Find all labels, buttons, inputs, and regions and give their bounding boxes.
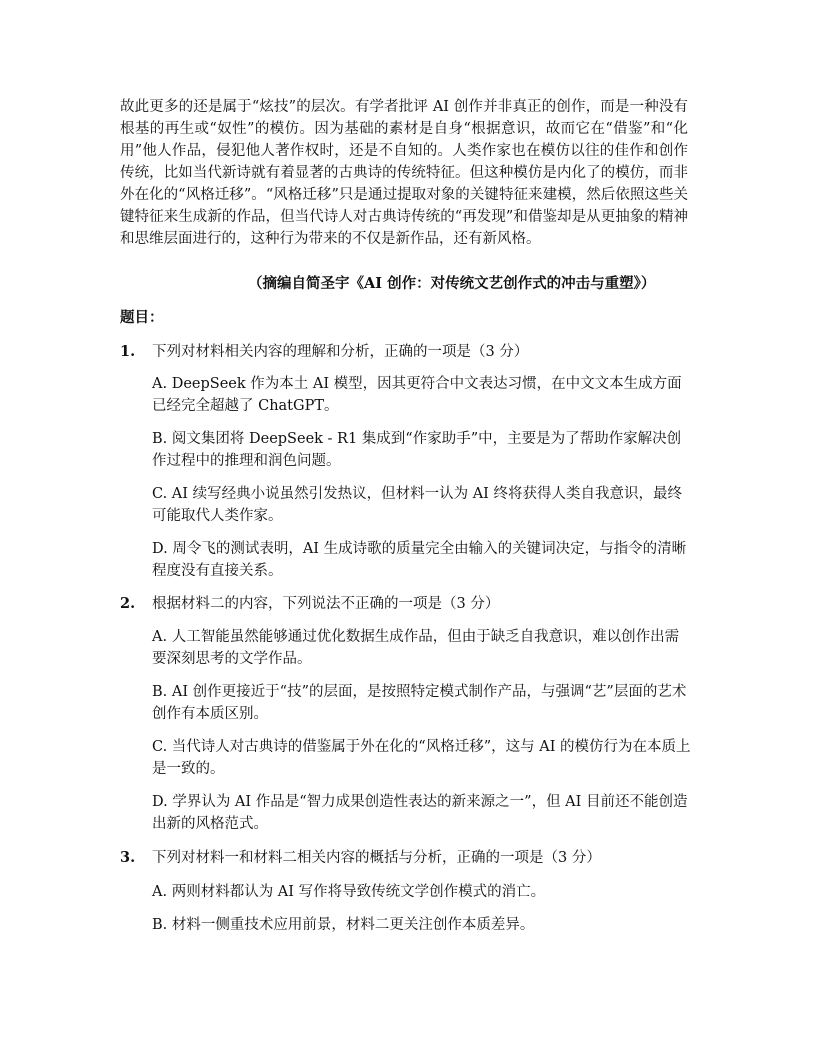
option-b: B. 阅文集团将 DeepSeek - R1 集成到“作家助手”中，主要是为了帮助作家解决创作过程中的推理和润色问题。 — [152, 431, 682, 469]
option-b: B. AI 创作更接近于“技”的层面，是按照特定模式制作产品，与强调“艺”层面的艺术创作有本质区别。 — [152, 684, 687, 722]
question-number: 2. — [120, 595, 136, 612]
option-a: A. 人工智能虽然能够通过优化数据生成作品，但由于缺乏自我意识，难以创作出需要深刻思考的文学作品。 — [152, 629, 680, 667]
question-stem: 下列对材料相关内容的理解和分析，正确的一项是（3 分） — [152, 344, 529, 360]
citation: （摘编自简圣宇《AI 创作：对传统文艺创作式的冲击与重塑》） — [248, 275, 656, 292]
option-b: B. 材料一侧重技术应用前景，材料二更关注创作本质差异。 — [152, 917, 535, 933]
question-stem: 根据材料二的内容，下列说法不正确的一项是（3 分） — [152, 596, 500, 612]
question-number: 1. — [120, 343, 136, 360]
option-a: A. DeepSeek 作为本土 AI 模型，因其更符合中文表达习惯，在中文文本生成方面已经完全超越了 ChatGPT。 — [152, 376, 682, 414]
question-number: 3. — [120, 849, 136, 866]
option-d: D. 学界认为 AI 作品是“智力成果创造性表达的新来源之一”，但 AI 目前还不能创造出新的风格范式。 — [152, 794, 688, 832]
questions-heading: 题目： — [120, 309, 164, 326]
option-a: A. 两则材料都认为 AI 写作将导致传统文学创作模式的消亡。 — [152, 884, 546, 900]
option-d: D. 周令飞的测试表明，AI 生成诗歌的质量完全由输入的关键词决定，与指令的清晰程度没有直接关系。 — [152, 541, 687, 579]
option-c: C. 当代诗人对古典诗的借鉴属于外在化的“风格迁移”，这与 AI 的模仿行为在本质上是一致的。 — [152, 739, 691, 777]
passage-text: 故此更多的还是属于“炫技”的层次。有学者批评 AI 创作并非真正的创作，而是一种没有根基的再生或“奴性”的模仿。因为基础的素材是自身“根据意识，故而它在“借鉴”和“化用”他人作品，侵犯他人著作权时，还是不自知的。人类作家也在模仿以往的佳作和创作传统，比如当代新诗就有着显著的古典诗的传统特征。但这种模仿是内化了的模仿，而非外在化的“风格迁移”。“风格迁移”只是通过提取对象的关键特征来建模，然后依照这些关键特征来生成新的作品，但当代诗人对古典诗传统的“再发现”和借鉴却是从更抽象的精神和思维层面进行的，这种行为带来的不仅是新作品，还有新风格。 — [120, 99, 688, 247]
option-c: C. AI 续写经典小说虽然引发热议，但材料一认为 AI 终将获得人类自我意识，最终可能取代人类作家。 — [152, 486, 683, 524]
question-stem: 下列对材料一和材料二相关内容的概括与分析，正确的一项是（3 分） — [152, 850, 601, 866]
